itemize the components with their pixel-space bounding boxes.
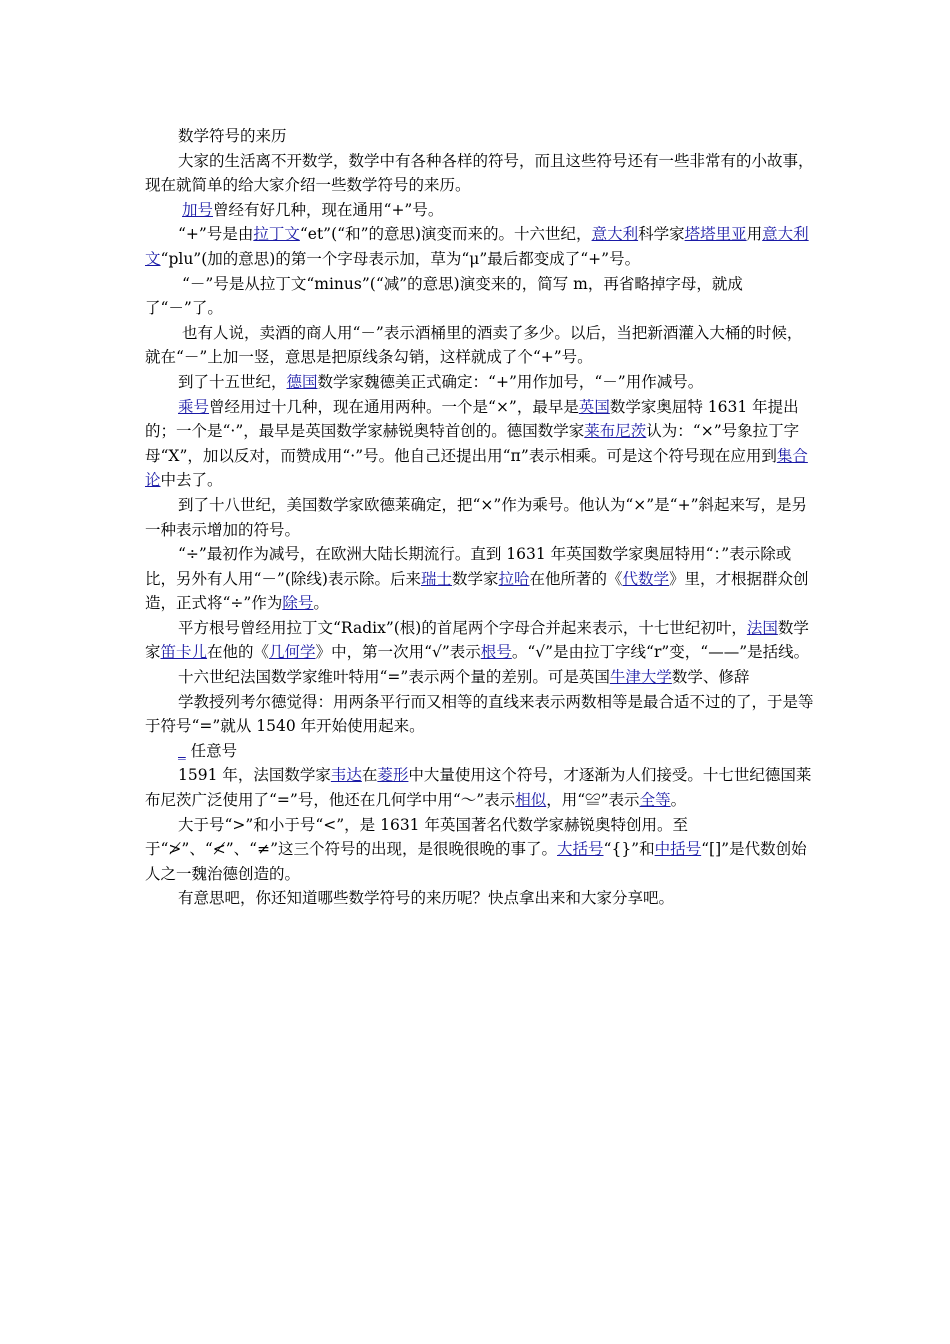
link-arbitrary[interactable]: _: [178, 741, 186, 760]
link-congruent[interactable]: 全等: [639, 791, 671, 810]
link-oxford[interactable]: 牛津大学: [609, 668, 672, 687]
paragraph-divide: “÷”最初作为减号，在欧洲大陆长期流行。直到 1631 年英国数学家奥屈特用“：”表示除或比，另外有人用“－”(除线)表示除。后来瑞士数学家拉哈在他所著的《代数学》里，才根据群众创造，正式将“÷”作为除号。: [145, 545, 809, 613]
link-descartes[interactable]: 笛卡儿: [160, 643, 208, 662]
paragraph-greater-less: 大于号“>”和小于号“<”，是 1631 年英国著名代数学家赫锐奥特创用。至于“≯”、“≮”、“≠”这三个符号的出现，是很晚很晚的事了。大括号“{}”和中括号“[]”是代数创始人之一魏治德创造的。: [145, 815, 807, 883]
link-root-sign[interactable]: 根号: [480, 643, 512, 662]
paragraph-1591: 1591 年，法国数学家韦达在菱形中大量使用这个符号，才逐渐为人们接受。十七世纪德国莱布尼茨广泛使用了“=”号，他还在几何学中用“～”表示相似，用“≌”表示全等。: [145, 766, 812, 810]
paragraph-multiply: 乘号曾经用过十几种，现在通用两种。一个是“×”，最早是英国数学家奥屈特 1631 年提出的；一个是“·”，最早是英国数学家赫锐奥特首创的。德国数学家莱布尼茨认为：“×”号象拉丁字母“X”，加以反对，而赞成用“·”号。他自己还提出用“п”表示相乘。可是这个符号现在应用到集合论中去了。: [145, 397, 808, 490]
link-switzerland[interactable]: 瑞士: [420, 569, 452, 588]
paragraph-intro: 大家的生活离不开数学，数学中有各种各样的符号，而且这些符号还有一些非常有的小故事，现在就简单的给大家介绍一些数学符号的来历。: [145, 151, 814, 195]
link-italy[interactable]: 意大利: [591, 225, 639, 244]
paragraph-plus-origin: “+”号是由拉丁文“et”(“和”的意思)演变而来的。十六世纪，意大利科学家塔塔里亚用意大利文“plu”(加的意思)的第一个字母表示加，草为“μ”最后都变成了“+”号。: [145, 225, 809, 268]
paragraph-equals-line1: 十六世纪法国数学家维叶特用“=”表示两个量的差别。可是英国牛津大学数学、修辞: [178, 668, 750, 687]
paragraph-18th-century: 到了十八世纪，美国数学家欧德莱确定，把“×”作为乘号。他认为“×”是“+”斜起来写，是另一种表示增加的符号。: [145, 495, 808, 539]
link-set-theory[interactable]: 集合论: [145, 446, 808, 490]
link-france[interactable]: 法国: [746, 618, 778, 637]
link-division-sign[interactable]: 除号: [282, 594, 314, 613]
link-braces[interactable]: 大括号: [557, 840, 604, 859]
paragraph-arbitrary: _ 任意号: [178, 741, 238, 760]
document-page: [145, 124, 815, 911]
paragraph-root: 平方根号曾经用拉丁文“Radix”(根)的首尾两个字母合并起来表示，十七世纪初叶，法国数学家笛卡儿在他的《几何学》中，第一次用“√”表示根号。“√”是由拉丁字线“r”变，“——”是括线。: [145, 618, 810, 662]
link-multiply-sign[interactable]: 乘号: [178, 397, 210, 416]
paragraph-plus: 加号曾经有好几种，现在通用“+”号。: [182, 200, 444, 219]
document-title: 数学符号的来历: [178, 127, 287, 145]
paragraph-15th-century: 到了十五世纪，德国数学家魏德美正式确定：“+”用作加号，“－”用作减号。: [178, 372, 704, 391]
link-geometry[interactable]: 几何学: [269, 643, 316, 662]
link-england[interactable]: 英国: [578, 397, 610, 416]
link-rahn[interactable]: 拉哈: [498, 569, 530, 588]
link-tartaglia[interactable]: 塔塔里亚: [684, 225, 747, 244]
link-germany[interactable]: 德国: [286, 372, 318, 391]
link-algebra[interactable]: 代数学: [622, 569, 670, 588]
link-leibniz[interactable]: 莱布尼茨: [584, 422, 647, 441]
link-similar[interactable]: 相似: [515, 791, 547, 810]
link-brackets[interactable]: 中括号: [654, 840, 702, 859]
link-viete[interactable]: 韦达: [330, 766, 362, 785]
link-rhombus[interactable]: 菱形: [377, 766, 409, 785]
paragraph-closing: 有意思吧，你还知道哪些数学符号的来历呢？快点拿出来和大家分享吧。: [178, 889, 675, 908]
link-plus-sign[interactable]: 加号: [182, 200, 214, 219]
paragraph-minus: “－”号是从拉丁文“minus”(“减”的意思)演变来的，简写 m，再省略掉字母，就成了“－”了。: [145, 274, 743, 318]
link-latin[interactable]: 拉丁文: [253, 225, 300, 244]
link-italian[interactable]: 意大利文: [145, 225, 809, 268]
paragraph-equals-rest: 学教授列考尔德觉得：用两条平行而又相等的直线来表示两数相等是最合适不过的了，于是等于符号“=”就从 1540 年开始使用起来。: [145, 692, 814, 736]
paragraph-wine: 也有人说，卖酒的商人用“－”表示酒桶里的酒卖了多少。以后，当把新酒灌入大桶的时候，就在“－”上加一竖，意思是把原线条勾销，这样就成了个“+”号。: [145, 323, 803, 367]
